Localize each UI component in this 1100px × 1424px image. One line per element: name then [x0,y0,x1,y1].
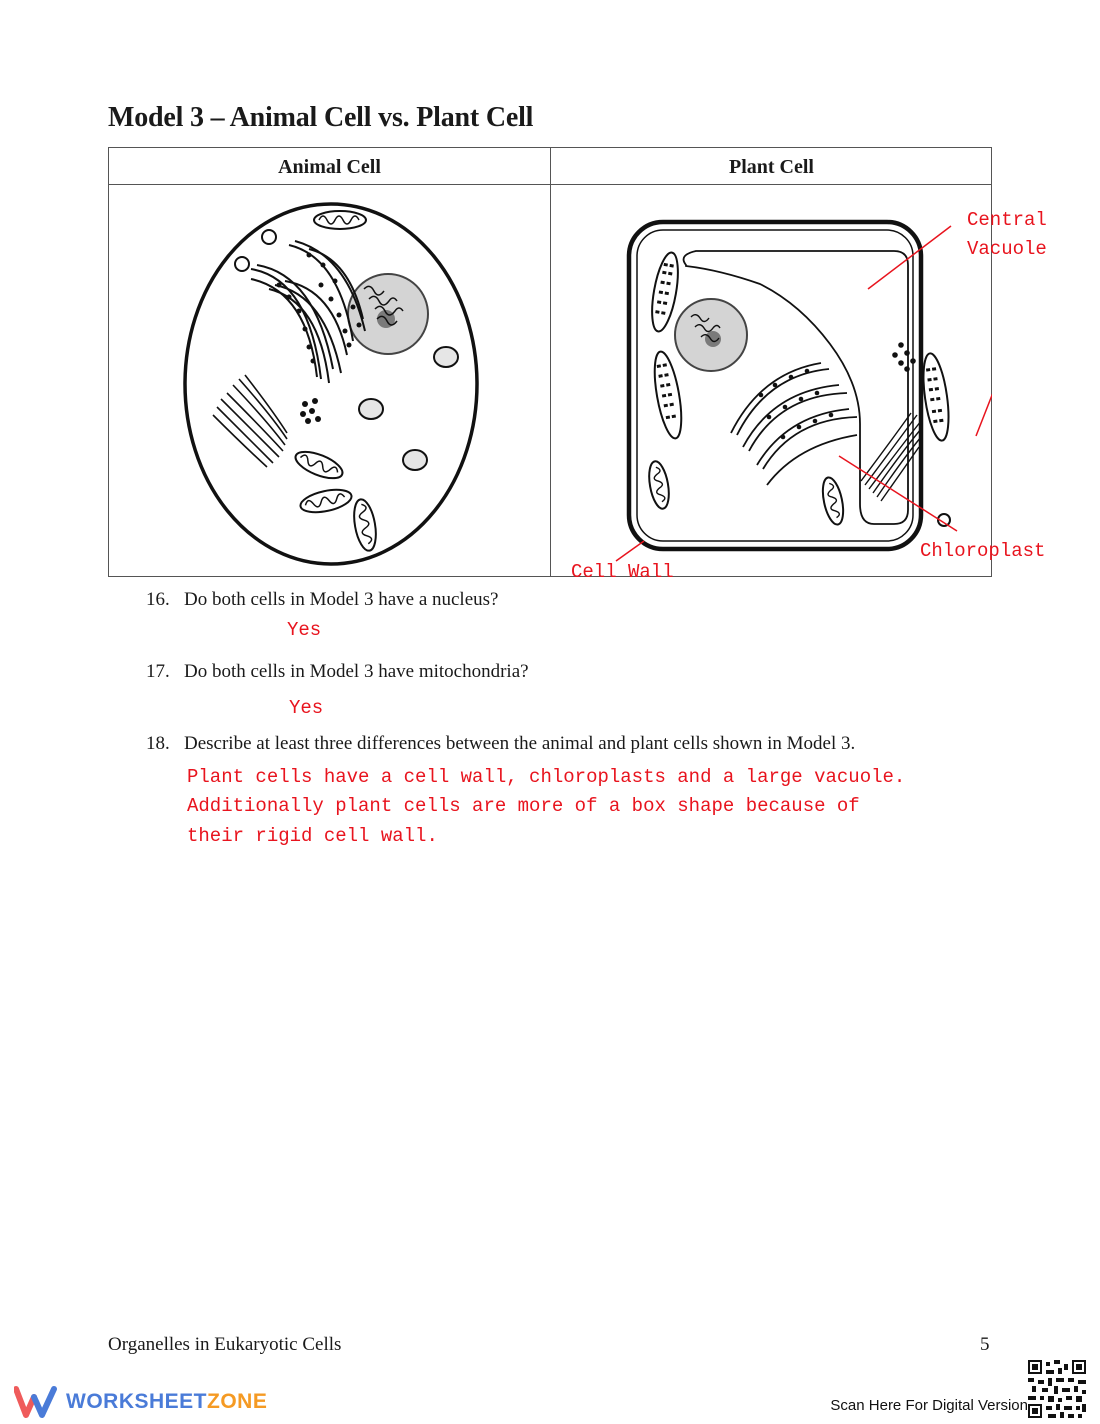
question-17: 17. Do both cells in Model 3 have mitochondria? [146,661,529,682]
page-number: 5 [980,1334,990,1355]
annotation-pointers [109,148,993,578]
label-central-vacuole-line1: Central [967,209,1047,231]
qr-code-icon[interactable] [1028,1360,1086,1418]
scan-caption: Scan Here For Digital Version [830,1397,1028,1414]
worksheetzone-logo[interactable] [14,1382,267,1422]
label-central-vacuole-line2: Vacuole [967,238,1047,260]
answer-18-line3: their rigid cell wall. [187,825,438,847]
answer-17: Yes [289,697,324,719]
answer-16: Yes [287,619,322,641]
column-header-animal: Animal Cell [278,156,381,178]
cell-comparison-table [108,147,992,577]
question-18: 18. Describe at least three differences between the animal and plant cells shown in Model 3. [146,733,856,754]
column-header-plant: Plant Cell [729,156,814,178]
label-cell-wall: Cell Wall [571,561,674,583]
page-title: Model 3 – Animal Cell vs. Plant Cell [108,102,534,133]
footer-title: Organelles in Eukaryotic Cells [108,1334,342,1355]
brand-worksheet: WORKSHEET [66,1390,207,1413]
brand-zone: ZONE [207,1390,268,1413]
worksheetzone-w-icon [14,1385,58,1419]
answer-18-line2: Additionally plant cells are more of a box shape because of [187,795,860,817]
question-16: 16. Do both cells in Model 3 have a nucleus? [146,589,499,610]
label-chloroplast: Chloroplast [920,540,1046,562]
answer-18-line1: Plant cells have a cell wall, chloroplasts and a large vacuole. [187,766,906,788]
